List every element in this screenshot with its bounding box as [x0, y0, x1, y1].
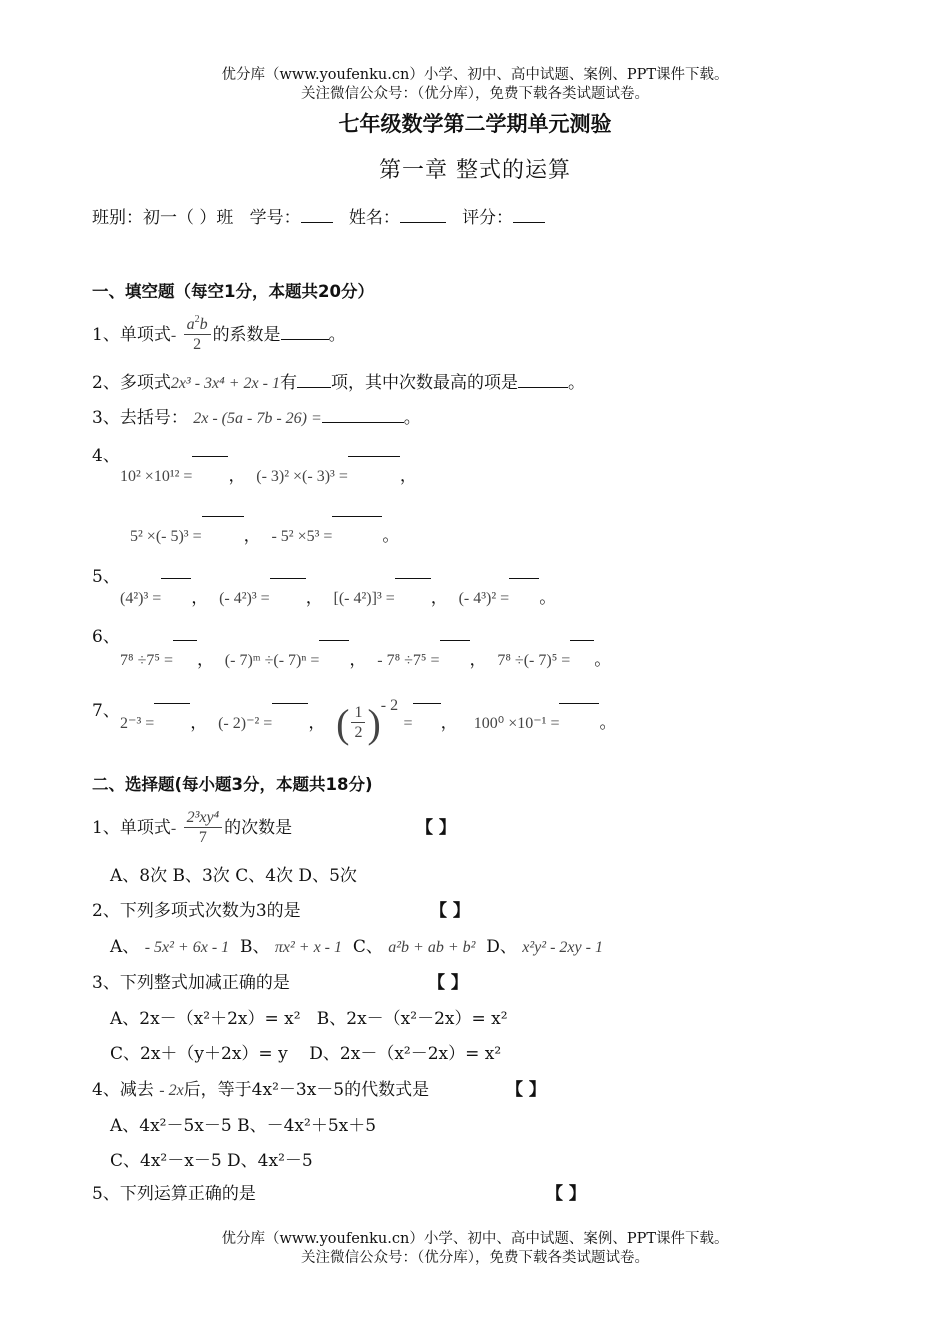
s2-question-3: 3、下列整式加减正确的是	[92, 973, 290, 993]
s1-q7-blank-b[interactable]	[272, 703, 308, 718]
s1-question-4-row2: 5² ×(- 5)³ = ， - 5² ×5³ = 。	[130, 516, 399, 548]
s1-q6-blank-a[interactable]	[173, 640, 197, 655]
s1-question-2: 2、多项式2x³ - 3x⁴ + 2x - 1有 项，其中次数最高的项是 。	[92, 373, 585, 393]
s1-q7-blank-d[interactable]	[559, 703, 599, 718]
s1-q1-fraction: $\frac{a^2b}{2}$	[184, 316, 211, 355]
s2-q3-options-cd: C、2x＋（y＋2x）= y D、2x－（x²－2x）= x²	[110, 1044, 502, 1064]
s1-q4-blank-a[interactable]	[192, 456, 228, 471]
page-header-line1: 优分库（www.youfenku.cn）小学、初中、高中试题、案例、PPT课件下载。	[221, 67, 729, 83]
s2-q1-options: A、8次 B、3次 C、4次 D、5次	[110, 866, 357, 886]
score-label: 评分：	[462, 208, 514, 228]
s1-question-6: 7⁸ ÷7⁵ = ， (- 7)ᵐ ÷(- 7)ⁿ = ， - 7⁸ ÷7⁵ = ， 7⁸ ÷(- 7)⁵ = 。	[120, 640, 611, 672]
s2-question-1: 1、单项式- $\frac{\text{2³xy⁴}}{7}$ 的次数是	[92, 809, 293, 846]
student-info-row	[92, 207, 545, 229]
s1-q3-blank[interactable]	[322, 408, 404, 423]
s1-q6-blank-c[interactable]	[440, 640, 470, 655]
s1-question-1: 1、单项式- $\frac{a^2b}{2}$ 的系数是 。	[92, 314, 346, 353]
s1-q2-blank-a[interactable]	[297, 373, 331, 388]
s1-question-4-row1: 10² ×10¹² = ， (- 3)² ×(- 3)³ = ，	[120, 456, 417, 488]
s2-q1-answer-bracket[interactable]: 【 】	[416, 818, 456, 838]
s2-q5-answer-bracket[interactable]: 【 】	[546, 1184, 586, 1204]
s1-question-7: 2⁻³ = ， (- 2)⁻² = ， ( $\frac{1}{2}$ )$^{- 2}$ = ， 100⁰ ×10⁻¹ = 。	[120, 697, 617, 746]
s2-q2-options: A、 - 5x² + 6x - 1 B、 πx² + x - 1 C、 a²b + ab + b² D、 x²y² - 2xy - 1	[110, 937, 603, 957]
s2-q3-options-ab: A、2x－（x²＋2x）= x² B、2x－（x²－2x）= x²	[110, 1009, 508, 1029]
s2-q4-options-cd: C、4x²－x－5 D、4x²－5	[110, 1151, 313, 1171]
section2-heading: 二、选择题(每小题3分，本题共18分)	[92, 775, 373, 794]
s2-question-2: 2、下列多项式次数为3的是	[92, 901, 301, 921]
s1-q5-blank-d[interactable]	[509, 578, 539, 593]
page-footer-line1: 优分库（www.youfenku.cn）小学、初中、高中试题、案例、PPT课件下载。	[221, 1231, 729, 1247]
s2-q4-options-ab: A、4x²－5x－5 B、－4x²＋5x＋5	[110, 1116, 377, 1136]
chapter-subtitle: 第一章 整式的运算	[379, 158, 571, 183]
s1-q7-blank-a[interactable]	[154, 703, 190, 718]
page-footer-line2: 关注微信公众号：（优分库），免费下载各类试题试卷。	[301, 1250, 649, 1266]
s2-question-4: 4、减去 - 2x后，等于4x²－3x－5的代数式是	[92, 1080, 430, 1100]
s1-q7-fraction: $\frac{1}{2}$	[351, 704, 365, 743]
class-label: 班别：初一（ ）班	[92, 208, 234, 228]
s1-q6-blank-b[interactable]	[319, 640, 349, 655]
name-blank[interactable]	[400, 208, 446, 223]
s1-q4-blank-d[interactable]	[332, 516, 382, 531]
student-id-label: 学号：	[249, 208, 301, 228]
student-id-blank[interactable]	[301, 208, 333, 223]
s1-q6-number: 6、	[92, 627, 120, 647]
page-header-line2: 关注微信公众号：（优分库），免费下载各类试题试卷。	[301, 86, 649, 102]
s1-q4-blank-b[interactable]	[348, 456, 400, 471]
s1-q5-blank-b[interactable]	[270, 578, 306, 593]
s1-q4-blank-c[interactable]	[202, 516, 244, 531]
s1-q5-blank-a[interactable]	[161, 578, 191, 593]
s1-q7-blank-c[interactable]	[413, 703, 441, 718]
s1-question-5: (4²)³ = ， (- 4²)³ = ， [(- 4²)]³ = ， (- 4³)² = 。	[120, 578, 556, 610]
s2-question-5: 5、下列运算正确的是	[92, 1184, 256, 1204]
document-title: 七年级数学第二学期单元测验	[338, 112, 612, 136]
s2-q3-answer-bracket[interactable]: 【 】	[428, 973, 468, 993]
section1-heading: 一、填空题（每空1分，本题共20分）	[92, 282, 374, 301]
s2-q1-fraction: $\frac{\text{2³xy⁴}}{7}$	[184, 809, 223, 848]
s1-q6-blank-d[interactable]	[570, 640, 594, 655]
s1-q1-blank[interactable]	[281, 325, 329, 340]
s1-q5-blank-c[interactable]	[395, 578, 431, 593]
s1-q7-number: 7、	[92, 701, 120, 721]
s1-question-3: 3、去括号： 2x - (5a - 7b - 26) = 。	[92, 408, 421, 428]
score-blank[interactable]	[513, 208, 545, 223]
s1-q4-number: 4、	[92, 446, 120, 466]
s2-q4-answer-bracket[interactable]: 【 】	[506, 1080, 546, 1100]
s2-q2-answer-bracket[interactable]: 【 】	[430, 901, 470, 921]
s1-q5-number: 5、	[92, 567, 120, 587]
s1-q2-blank-b[interactable]	[518, 373, 568, 388]
name-label: 姓名：	[348, 208, 400, 228]
